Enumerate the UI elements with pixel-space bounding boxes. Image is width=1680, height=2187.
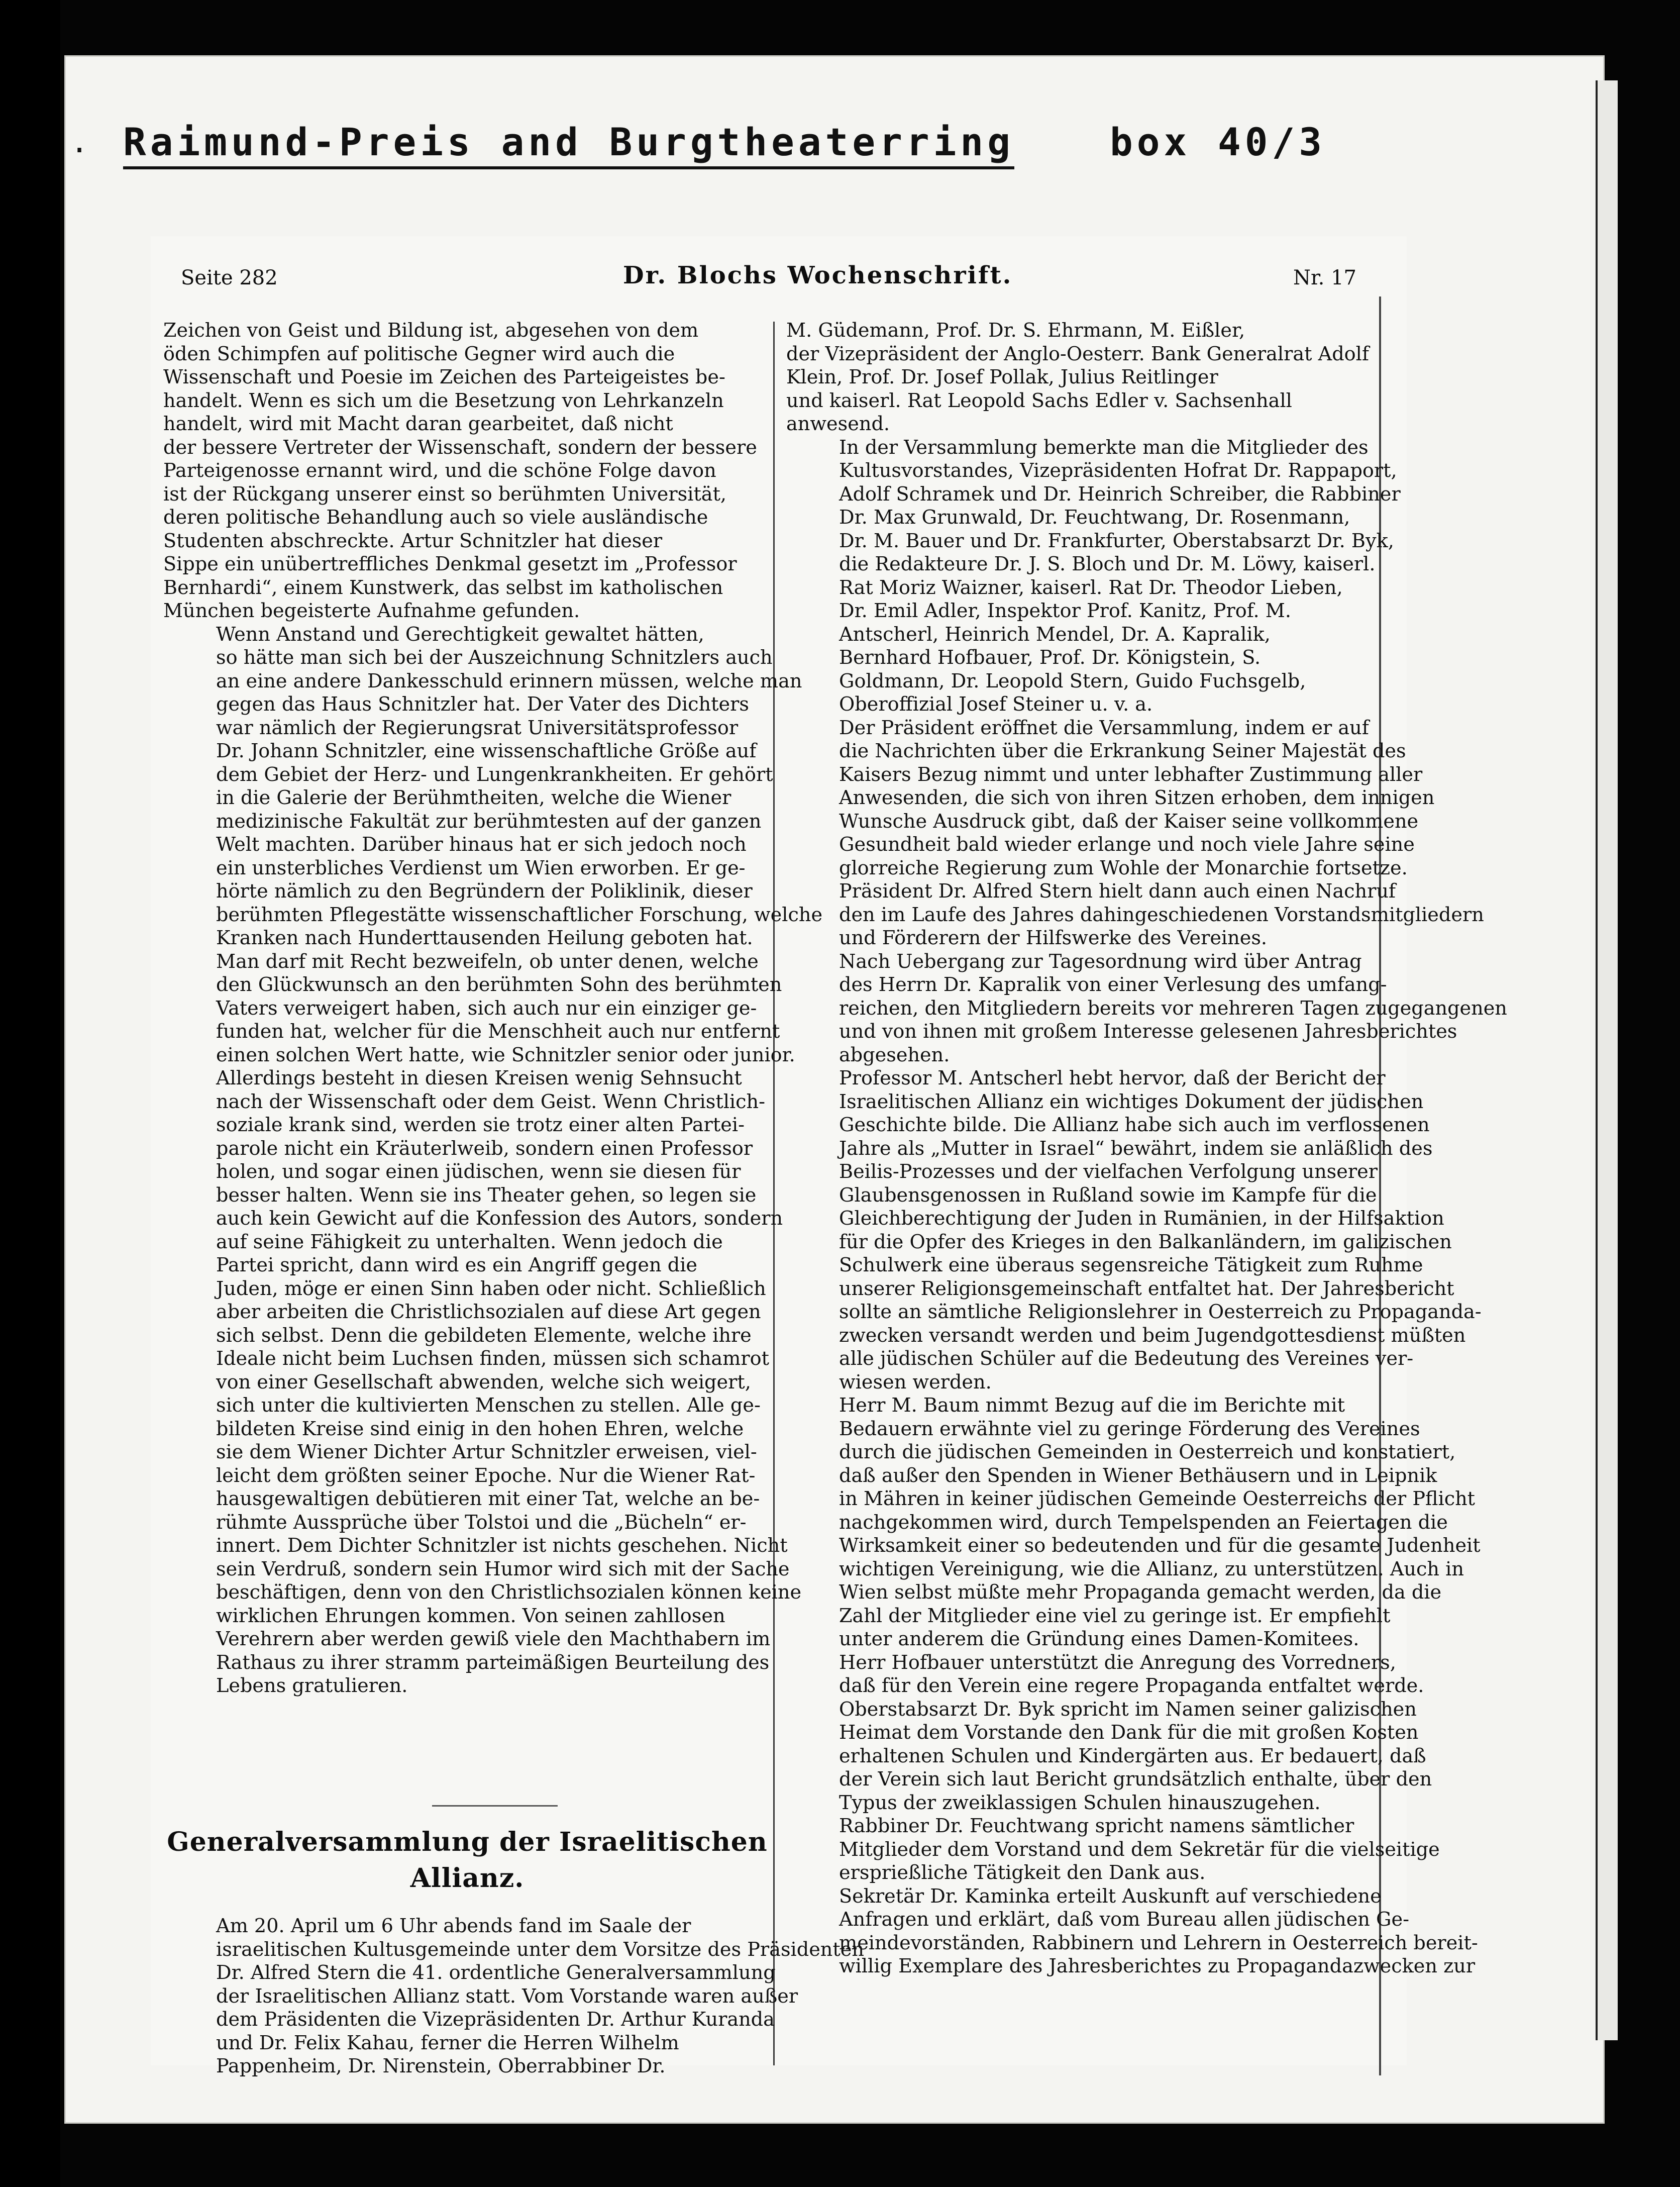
text-line: Vaters verweigert haben, sich auch nur ein einziger ge- bbox=[216, 997, 757, 1020]
text-line: für die Opfer des Krieges in den Balkanländern, im galizischen bbox=[839, 1231, 1452, 1253]
text-line: in Mähren in keiner jüdischen Gemeinde Oesterreichs der Pflicht bbox=[839, 1488, 1476, 1510]
text-line: holen, und sogar einen jüdischen, wenn sie diesen für bbox=[216, 1161, 741, 1183]
text-line: Antscherl, Heinrich Mendel, Dr. A. Kapralik, bbox=[839, 623, 1271, 646]
text-line: Wunsche Ausdruck gibt, daß der Kaiser seine vollkommene bbox=[839, 810, 1419, 833]
left-column bbox=[163, 319, 823, 1698]
text-line: Wissenschaft und Poesie im Zeichen des Parteigeistes be- bbox=[163, 366, 725, 388]
text-line: dem Gebiet der Herz- und Lungenkrankheiten. Er gehört bbox=[216, 763, 773, 786]
text-line: Zahl der Mitglieder eine viel zu geringe ist. Er empfiehlt bbox=[839, 1605, 1391, 1627]
text-line: beschäftigen, denn von den Christlichsozialen können keine bbox=[216, 1581, 802, 1604]
text-line: leicht dem größten seiner Epoche. Nur die Wiener Rat- bbox=[216, 1464, 756, 1487]
text-line: des Herrn Dr. Kapralik von einer Verlesung des umfang- bbox=[839, 974, 1387, 996]
text-line: reichen, den Mitgliedern bereits vor mehreren Tagen zugegangenen bbox=[839, 997, 1507, 1020]
text-line: der bessere Vertreter der Wissenschaft, sondern der bessere bbox=[163, 436, 757, 459]
text-line: unter anderem die Gründung eines Damen-Komitees. bbox=[839, 1628, 1359, 1650]
text-line: öden Schimpfen auf politische Gegner wird auch die bbox=[163, 343, 675, 365]
text-line: war nämlich der Regierungsrat Universitätsprofessor bbox=[216, 717, 739, 739]
text-line: die Redakteure Dr. J. S. Bloch und Dr. M. Löwy, kaiserl. bbox=[839, 553, 1376, 575]
article-heading-line: Allianz. bbox=[410, 1863, 524, 1894]
archive-header bbox=[123, 120, 1326, 164]
text-line: Typus der zweiklassigen Schulen hinauszugehen. bbox=[839, 1792, 1321, 1814]
text-line: hausgewaltigen debütieren mit einer Tat, welche an be- bbox=[216, 1488, 760, 1510]
paragraph bbox=[163, 623, 823, 1698]
text-line: ein unsterbliches Verdienst um Wien erworben. Er ge- bbox=[216, 857, 746, 879]
text-line: Schulwerk eine überaus segensreiche Tätigkeit zum Ruhme bbox=[839, 1254, 1423, 1276]
text-line: in die Galerie der Berühmtheiten, welche die Wiener bbox=[216, 787, 731, 809]
text-line: der Vizepräsident der Anglo-Oesterr. Bank Generalrat Adolf bbox=[786, 343, 1369, 365]
text-line: durch die jüdischen Gemeinden in Oesterreich und konstatiert, bbox=[839, 1441, 1456, 1463]
text-line: so hätte man sich bei der Auszeichnung Schnitzlers auch bbox=[216, 647, 773, 669]
text-line: Jahre als „Mutter in Israel“ bewährt, indem sie anläßlich des bbox=[839, 1137, 1433, 1160]
issue-number: Nr. 17 bbox=[1293, 266, 1356, 289]
text-line: Professor M. Antscherl hebt hervor, daß der Bericht der bbox=[839, 1067, 1386, 1089]
text-line: parole nicht ein Kräuterlweib, sondern einen Professor bbox=[216, 1137, 753, 1160]
text-line: Geschichte bilde. Die Allianz habe sich auch im verflossenen bbox=[839, 1114, 1430, 1136]
text-line: und Förderern der Hilfswerke des Vereines. bbox=[839, 927, 1268, 949]
text-line: Ideale nicht beim Luchsen finden, müssen sich schamrot bbox=[216, 1348, 769, 1370]
paragraph bbox=[786, 1394, 1481, 1651]
text-line: Partei spricht, dann wird es ein Angriff gegen die bbox=[216, 1254, 698, 1276]
paragraph bbox=[786, 950, 1507, 1067]
text-line: sie dem Wiener Dichter Artur Schnitzler erweisen, viel- bbox=[216, 1441, 757, 1463]
text-line: Bernhardi“, einem Kunstwerk, das selbst im katholischen bbox=[163, 576, 723, 599]
text-line: nachgekommen wird, durch Tempelspenden an Feiertagen die bbox=[839, 1511, 1448, 1534]
text-line: zwecken versandt werden und beim Jugendgottesdienst müßten bbox=[839, 1324, 1466, 1347]
text-line: Wenn Anstand und Gerechtigkeit gewaltet hätten, bbox=[216, 623, 704, 646]
text-line: In der Versammlung bemerkte man die Mitglieder des bbox=[839, 436, 1369, 459]
text-line: Herr M. Baum nimmt Bezug auf die im Berichte mit bbox=[839, 1395, 1345, 1417]
text-line: daß außer den Spenden in Wiener Bethäusern und in Leipnik bbox=[839, 1464, 1437, 1487]
text-line: Oberoffizial Josef Steiner u. v. a. bbox=[839, 693, 1153, 716]
paragraph bbox=[786, 319, 1384, 436]
text-line: Klein, Prof. Dr. Josef Pollak, Julius Reitlinger bbox=[786, 366, 1218, 388]
right-column bbox=[786, 319, 1507, 1978]
text-line: Zeichen von Geist und Bildung ist, abgesehen von dem bbox=[163, 320, 699, 342]
text-line: funden hat, welcher für die Menschheit auch nur entfernt bbox=[216, 1021, 780, 1043]
paragraph bbox=[786, 1885, 1478, 1978]
text-line: Kranken nach Hunderttausenden Heilung geboten hat. bbox=[216, 927, 753, 949]
text-line: rühmte Aussprüche über Tolstoi und die „Bücheln“ er- bbox=[216, 1511, 747, 1534]
text-line: sollte an sämtliche Religionslehrer in Oesterreich zu Propaganda- bbox=[839, 1301, 1482, 1323]
text-line: daß für den Verein eine regere Propaganda entfaltet werde. bbox=[839, 1675, 1424, 1697]
text-line: Wien selbst müßte mehr Propaganda gemacht werden, da die bbox=[839, 1581, 1442, 1604]
text-line: alle jüdischen Schüler auf die Bedeutung des Vereines ver- bbox=[839, 1348, 1414, 1370]
text-line: Am 20. April um 6 Uhr abends fand im Saale der bbox=[216, 1915, 691, 1937]
archive-title: Raimund-Preis and Burgtheaterring bbox=[123, 120, 1014, 169]
text-line: deren politische Behandlung auch so viele ausländische bbox=[163, 507, 708, 529]
film-frame-edge bbox=[0, 0, 60, 2187]
paragraph bbox=[786, 1698, 1432, 1815]
text-line: Herr Hofbauer unterstützt die Anregung des Vorredners, bbox=[839, 1651, 1396, 1674]
text-line: dem Präsidenten die Vizepräsidenten Dr. Arthur Kuranda bbox=[216, 2009, 775, 2031]
text-line: und kaiserl. Rat Leopold Sachs Edler v. Sachsenhall bbox=[786, 389, 1292, 412]
text-line: berühmten Pflegestätte wissenschaftlicher Forschung, welche bbox=[216, 904, 823, 926]
text-line: M. Güdemann, Prof. Dr. S. Ehrmann, M. Eißler, bbox=[786, 320, 1245, 342]
text-line: Gesundheit bald wieder erlange und noch viele Jahre seine bbox=[839, 834, 1415, 856]
text-line: Kultusvorstandes, Vizepräsidenten Hofrat Dr. Rappaport, bbox=[839, 460, 1397, 482]
text-line: Lebens gratulieren. bbox=[216, 1675, 408, 1697]
text-line: Juden, möge er einen Sinn haben oder nicht. Schließlich bbox=[216, 1277, 766, 1300]
text-line: abgesehen. bbox=[839, 1044, 950, 1066]
text-line: Sekretär Dr. Kaminka erteilt Auskunft auf verschiedene bbox=[839, 1885, 1382, 1908]
text-line: anwesend. bbox=[786, 413, 890, 435]
text-line: Dr. Johann Schnitzler, eine wissenschaftliche Größe auf bbox=[216, 740, 757, 762]
text-line: Dr. M. Bauer und Dr. Frankfurter, Oberstabsarzt Dr. Byk, bbox=[839, 530, 1394, 552]
text-line: auf seine Fähigkeit zu unterhalten. Wenn jedoch die bbox=[216, 1231, 723, 1253]
text-line: die Nachrichten über die Erkrankung Seiner Majestät des bbox=[839, 740, 1406, 762]
text-line: und von ihnen mit großem Interesse gelesenen Jahresberichtes bbox=[839, 1021, 1457, 1043]
text-line: nach der Wissenschaft oder dem Geist. Wenn Christlich- bbox=[216, 1090, 766, 1113]
archive-box-label: box 40/3 bbox=[1109, 120, 1326, 164]
text-line: Dr. Alfred Stern die 41. ordentliche Generalversammlung bbox=[216, 1962, 776, 1984]
paragraph bbox=[786, 717, 1435, 880]
text-line: Sippe ein unübertreffliches Denkmal gesetzt im „Professor bbox=[163, 553, 737, 575]
text-line: einen solchen Wert hatte, wie Schnitzler senior oder junior. bbox=[216, 1044, 795, 1066]
text-line: meindevorständen, Rabbinern und Lehrern in Oesterreich bereit- bbox=[839, 1932, 1478, 1954]
text-line: Rathaus zu ihrer stramm parteimäßigen Beurteilung des bbox=[216, 1651, 770, 1674]
text-line: Mitglieder dem Vorstand und dem Sekretär für die vielseitige bbox=[839, 1838, 1440, 1861]
text-line: sich unter die kultivierten Menschen zu stellen. Alle ge- bbox=[216, 1395, 761, 1417]
text-line: Dr. Max Grunwald, Dr. Feuchtwang, Dr. Rosenmann, bbox=[839, 507, 1350, 529]
text-line: Kaisers Bezug nimmt und unter lebhafter Zustimmung aller bbox=[839, 763, 1423, 786]
text-line: Israelitischen Allianz ein wichtiges Dokument der jüdischen bbox=[839, 1090, 1424, 1113]
text-line: Rabbiner Dr. Feuchtwang spricht namens sämtlicher bbox=[839, 1815, 1354, 1837]
text-line: Präsident Dr. Alfred Stern hielt dann auch einen Nachruf bbox=[839, 880, 1396, 903]
text-line: aber arbeiten die Christlichsozialen auf diese Art gegen bbox=[216, 1301, 761, 1323]
text-line: Verehrern aber werden gewiß viele den Machthabern im bbox=[216, 1628, 771, 1650]
text-line: auch kein Gewicht auf die Konfession des Autors, sondern bbox=[216, 1208, 783, 1230]
text-line: Goldmann, Dr. Leopold Stern, Guido Fuchsgelb, bbox=[839, 670, 1306, 692]
text-line: willig Exemplare des Jahresberichtes zu Propagandazwecken zur bbox=[839, 1955, 1476, 1977]
text-line: Heimat dem Vorstande den Dank für die mit großen Kosten bbox=[839, 1722, 1419, 1744]
article-heading bbox=[166, 1824, 769, 1897]
article-heading-line: Generalversammlung der Israelitischen bbox=[167, 1827, 768, 1857]
paragraph bbox=[786, 436, 1401, 717]
text-line: besser halten. Wenn sie ins Theater gehen, so legen sie bbox=[216, 1184, 757, 1207]
text-line: Gleichberechtigung der Juden in Rumänien, in der Hilfsaktion bbox=[839, 1208, 1444, 1230]
text-line: Wirksamkeit einer so bedeutenden und für die gesamte Judenheit bbox=[839, 1535, 1481, 1557]
text-line: Oberstabsarzt Dr. Byk spricht im Namen seiner galizischen bbox=[839, 1698, 1417, 1721]
text-line: glorreiche Regierung zum Wohle der Monarchie fortsetze. bbox=[839, 857, 1408, 879]
page-number: Seite 282 bbox=[181, 266, 278, 289]
paragraph bbox=[163, 1915, 864, 2078]
article-body bbox=[163, 1915, 864, 2078]
text-line: Dr. Emil Adler, Inspektor Prof. Kanitz, Prof. M. bbox=[839, 600, 1292, 622]
text-line: medizinische Fakultät zur berühmtesten auf der ganzen bbox=[216, 810, 762, 833]
text-line: Adolf Schramek und Dr. Heinrich Schreiber, die Rabbiner bbox=[839, 483, 1401, 506]
sheet-edge bbox=[1596, 80, 1618, 2040]
text-line: an eine andere Dankesschuld erinnern müssen, welche man bbox=[216, 670, 802, 692]
text-line: Allerdings besteht in diesen Kreisen wenig Sehnsucht bbox=[216, 1067, 742, 1089]
text-line: von einer Gesellschaft abwenden, welche sich weigert, bbox=[216, 1371, 751, 1394]
text-line: Rat Moriz Waizner, kaiserl. Rat Dr. Theodor Lieben, bbox=[839, 576, 1343, 599]
text-line: wichtigen Vereinigung, wie die Allianz, zu unterstützen. Auch in bbox=[839, 1558, 1464, 1580]
text-line: soziale krank sind, werden sie trotz einer alten Partei- bbox=[216, 1114, 745, 1136]
text-line: den im Laufe des Jahres dahingeschiedenen Vorstandsmitgliedern bbox=[839, 904, 1484, 926]
journal-title: Dr. Blochs Wochenschrift. bbox=[623, 261, 1013, 289]
text-line: erhaltenen Schulen und Kindergärten aus. Er bedauert, daß bbox=[839, 1745, 1426, 1767]
text-line: sein Verdruß, sondern sein Humor wird sich mit der Sache bbox=[216, 1558, 790, 1580]
text-line: hörte nämlich zu den Begründern der Poliklinik, dieser bbox=[216, 880, 753, 903]
text-line: handelt, wird mit Macht daran gearbeitet, daß nicht bbox=[163, 413, 673, 435]
text-line: israelitischen Kultusgemeinde unter dem Vorsitze des Präsidenten bbox=[216, 1938, 864, 1961]
text-line: den Glückwunsch an den berühmten Sohn des berühmten bbox=[216, 974, 782, 996]
text-line: Welt machten. Darüber hinaus hat er sich jedoch noch bbox=[216, 834, 747, 856]
text-line: Bedauern erwähnte viel zu geringe Förderung des Vereines bbox=[839, 1418, 1420, 1440]
paragraph bbox=[786, 1067, 1482, 1394]
text-line: Nach Uebergang zur Tagesordnung wird über Antrag bbox=[839, 950, 1362, 973]
text-line: gegen das Haus Schnitzler hat. Der Vater des Dichters bbox=[216, 693, 749, 716]
paragraph bbox=[786, 880, 1484, 950]
text-line: unserer Religionsgemeinschaft entfaltet hat. Der Jahresbericht bbox=[839, 1277, 1454, 1300]
text-line: München begeisterte Aufnahme gefunden. bbox=[163, 600, 580, 622]
text-line: Anwesenden, die sich von ihren Sitzen erhoben, dem innigen bbox=[839, 787, 1435, 809]
text-line: innert. Dem Dichter Schnitzler ist nichts geschehen. Nicht bbox=[216, 1535, 788, 1557]
text-line: Bernhard Hofbauer, Prof. Dr. Königstein, S. bbox=[839, 647, 1261, 669]
text-line: wiesen werden. bbox=[839, 1371, 992, 1394]
text-line: der Israelitischen Allianz statt. Vom Vorstande waren außer bbox=[216, 1985, 798, 2008]
running-head bbox=[181, 261, 1356, 302]
text-line: Der Präsident eröffnet die Versammlung, indem er auf bbox=[839, 717, 1369, 739]
text-line: ist der Rückgang unserer einst so berühmten Universität, bbox=[163, 483, 727, 506]
text-line: Studenten abschreckte. Artur Schnitzler hat dieser bbox=[163, 530, 663, 552]
text-line: wirklichen Ehrungen kommen. Von seinen zahllosen bbox=[216, 1605, 725, 1627]
text-line: Parteigenosse ernannt wird, und die schöne Folge davon bbox=[163, 460, 716, 482]
text-line: Beilis-Prozesses und der vielfachen Verfolgung unserer bbox=[839, 1161, 1378, 1183]
text-line: Pappenheim, Dr. Nirenstein, Oberrabbiner Dr. bbox=[216, 2055, 666, 2077]
paragraph bbox=[786, 1651, 1424, 1698]
text-line: Glaubensgenossen in Rußland sowie im Kampfe für die bbox=[839, 1184, 1377, 1207]
text-line: sich selbst. Denn die gebildeten Elemente, welche ihre bbox=[216, 1324, 752, 1347]
frame-marker: . bbox=[70, 125, 89, 160]
section-divider bbox=[432, 1805, 558, 1807]
text-line: der Verein sich laut Bericht grundsätzlich enthalte, über den bbox=[839, 1768, 1432, 1791]
text-line: Anfragen und erklärt, daß vom Bureau allen jüdischen Ge- bbox=[839, 1909, 1410, 1931]
paragraph bbox=[786, 1815, 1440, 1885]
paragraph bbox=[163, 319, 761, 623]
text-line: ersprießliche Tätigkeit den Dank aus. bbox=[839, 1862, 1206, 1884]
column-divider bbox=[773, 322, 775, 2065]
text-line: Man darf mit Recht bezweifeln, ob unter denen, welche bbox=[216, 950, 759, 973]
text-line: bildeten Kreise sind einig in den hohen Ehren, welche bbox=[216, 1418, 744, 1440]
text-line: und Dr. Felix Kahau, ferner die Herren Wilhelm bbox=[216, 2032, 679, 2054]
text-line: handelt. Wenn es sich um die Besetzung von Lehrkanzeln bbox=[163, 389, 724, 412]
